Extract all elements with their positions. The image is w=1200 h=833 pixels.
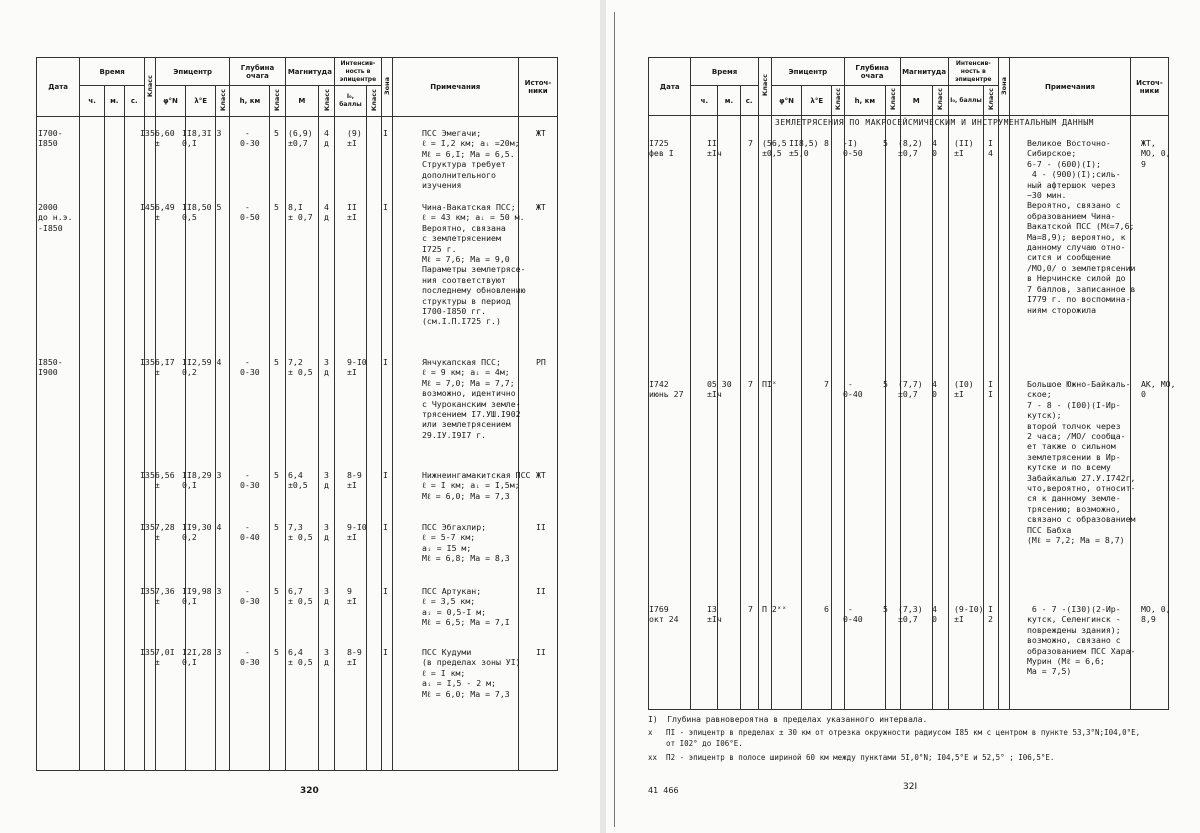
- row-class: I3: [140, 647, 150, 657]
- row-lat: 57,0I ±: [150, 647, 175, 668]
- row-mag-class: 3 д: [324, 522, 329, 543]
- row-class: 7: [748, 138, 753, 148]
- row-int-class: I: [383, 647, 388, 657]
- row-lat: 57,36 ±: [150, 586, 175, 607]
- row-int-class: I: [383, 202, 388, 212]
- row-lon: II8,5) ±5,0: [789, 138, 819, 159]
- row-lat: (56,5 ±0,5: [762, 138, 787, 159]
- header-lon: λ°E: [802, 86, 832, 116]
- row-depth-class: 5: [274, 470, 279, 480]
- row-class: I3: [140, 128, 150, 138]
- row-date: I742 июнь 27: [649, 379, 684, 400]
- row-source: II: [536, 522, 546, 532]
- row-lat: 56,49 ±: [150, 202, 175, 223]
- row-depth-class: 5: [883, 379, 888, 389]
- header-depth: Глубина очага: [230, 58, 285, 86]
- row-depth: - 0-30: [240, 128, 260, 149]
- header-mag-class: Класс: [933, 86, 949, 116]
- row-notes: Великое Восточно- Сибирское; 6-7 - (600)(I); 4 - (900)(I);силь- ный афтершок через ~30 мин. Вероятно, связано с образованием Чина- Вакатской ПСС (Mℓ=7,6; Ma=8,9); вероятно, к данному случаю отно- сится и сообщение /МО,0/ о землетрясении в Нерчинске силой до 7 баллов, записанное в I779 г. по воспомина- ниям сторожила: [1027, 138, 1136, 315]
- row-date: I725 фев I: [649, 138, 674, 159]
- row-class: 7: [748, 604, 753, 614]
- row-lon: I2I,28 3 0,I: [182, 647, 222, 668]
- page-number-right: 32I: [903, 782, 918, 792]
- header-minutes: м.: [105, 86, 124, 117]
- row-epi-class: 8: [824, 138, 829, 148]
- header-magnitude: Магнитуда: [285, 58, 335, 86]
- header-depth-class: Класс: [270, 86, 285, 117]
- header-mag-m: M: [900, 86, 932, 116]
- header-depth-h: h, км: [230, 86, 270, 117]
- header-depth-h: h, км: [844, 86, 885, 116]
- header-intensity: Интенсив-ность в эпицентре: [335, 58, 381, 86]
- row-notes: ПСС Эбгахлир; ℓ = 5-7 км; aᵢ = I5 м; Mℓ = 6,8; Ma = 8,3: [422, 522, 510, 564]
- header-epicenter: Эпицентр: [155, 58, 230, 86]
- row-intensity: (9) ±I: [347, 128, 362, 149]
- header-epi-class: Класс: [832, 86, 844, 116]
- row-lon: II9,98 3 0,I: [182, 586, 222, 607]
- row-magnitude: 7,3 ± 0,5: [288, 522, 313, 543]
- row-magnitude: 6,4 ±0,5: [288, 470, 308, 491]
- row-lat: 56,56 ±: [150, 470, 175, 491]
- row-depth-class: 5: [274, 202, 279, 212]
- header-zone: Зона: [381, 58, 392, 117]
- row-magnitude: 6,4 ± 0,5: [288, 647, 313, 668]
- row-class: I3: [140, 586, 150, 596]
- row-date: I769 окт 24: [649, 604, 679, 625]
- page-number-left: 320: [300, 786, 319, 796]
- row-depth: - 0-50: [240, 202, 260, 223]
- row-depth-class: 5: [274, 128, 279, 138]
- header-sources: Источ-ники: [1130, 58, 1168, 116]
- header-int-class: Класс: [984, 86, 999, 116]
- row-class: I3: [140, 470, 150, 480]
- header-time: Время: [80, 58, 145, 86]
- header-sources: Источ-ники: [518, 58, 557, 117]
- row-notes: ПСС Артукан; ℓ = 3,5 км; aᵢ = 0,5-I м; Mℓ = 6,5; Ma = 7,I: [422, 586, 510, 628]
- row-intensity: 8-9 ±I: [347, 647, 362, 668]
- row-magnitude: (6,9) ±0,7: [288, 128, 313, 149]
- row-intensity: 9-I0 ±I: [347, 357, 367, 378]
- row-depth-class: 5: [274, 522, 279, 532]
- row-intensity: (I0) ±I: [954, 379, 974, 400]
- row-mag-class: 4 0: [932, 138, 937, 159]
- header-epicenter: Эпицентр: [771, 58, 844, 86]
- row-class: I4: [140, 202, 150, 212]
- page-fold-line: [614, 12, 615, 827]
- row-class: I3: [140, 522, 150, 532]
- row-int-class: I: [383, 357, 388, 367]
- row-lon: II2,59 4 0,2: [182, 357, 222, 378]
- header-notes: Примечания: [1010, 58, 1131, 116]
- row-lat: 57,28 ±: [150, 522, 175, 543]
- row-source: II: [536, 586, 546, 596]
- section-banner: ЗЕМЛЕТРЯСЕНИЯ ПО МАКРОСЕЙСМИЧЕСКИМ И ИНСТРУМЕНТАЛЬНЫМ ДАННЫМ: [775, 118, 1094, 127]
- row-mag-class: 3 д: [324, 586, 329, 607]
- row-intensity: (II) ±I: [954, 138, 974, 159]
- row-int-class: I 2: [988, 604, 993, 625]
- row-time: 05 30 ±Iч: [707, 379, 732, 400]
- row-depth: - 0-40: [843, 379, 863, 400]
- row-epi-class: 6: [824, 604, 829, 614]
- header-class: Класс: [145, 58, 156, 117]
- header-lat: φ°N: [771, 86, 801, 116]
- header-depth-class: Класс: [886, 86, 901, 116]
- footnote-2: x ПI - эпицентр в пределах ± 30 км от отрезка окружности радиусом I85 км с центром в пункте 53,3°N;I04,0°E,: [648, 728, 1141, 737]
- header-seconds: с.: [740, 86, 758, 116]
- row-int-class: I: [383, 128, 388, 138]
- row-time: II ±Iч: [707, 138, 722, 159]
- header-seconds: с.: [124, 86, 145, 117]
- header-epi-class: Класс: [216, 86, 230, 117]
- row-class: 7: [748, 379, 753, 389]
- row-int-class: I: [383, 522, 388, 532]
- footnote-1: I) Глубина равновероятна в пределах указанного интервала.: [648, 715, 928, 724]
- row-intensity: 9-I0 ±I: [347, 522, 367, 543]
- row-lat: 56,60 ±: [150, 128, 175, 149]
- row-magnitude: 8,I ± 0,7: [288, 202, 313, 223]
- row-lat: П 2ˣˣ: [762, 604, 787, 614]
- row-lon: II8,29 3 0,I: [182, 470, 222, 491]
- row-int-class: I I: [988, 379, 993, 400]
- row-mag-class: 4 д: [324, 128, 329, 149]
- row-mag-class: 3 д: [324, 647, 329, 668]
- row-class: I3: [140, 357, 150, 367]
- row-intensity: 9 ±I: [347, 586, 357, 607]
- row-intensity: (9-I0) ±I: [954, 604, 984, 625]
- header-lon: λ°E: [186, 86, 216, 117]
- row-depth-class: 5: [274, 357, 279, 367]
- row-source: МО, 0, 8,9: [1141, 604, 1171, 625]
- row-lat: ПIˣ: [762, 379, 777, 389]
- header-magnitude: Магнитуда: [900, 58, 948, 86]
- row-depth-class: 5: [883, 604, 888, 614]
- row-mag-class: 3 д: [324, 357, 329, 378]
- header-mag-class: Класс: [319, 86, 335, 117]
- row-depth-class: 5: [883, 138, 888, 148]
- header-date: Дата: [649, 58, 691, 116]
- row-depth: - 0-30: [240, 586, 260, 607]
- row-date: I700- I850: [38, 128, 63, 149]
- row-source: II: [536, 647, 546, 657]
- row-lon: II8,3I 3 0,I: [182, 128, 222, 149]
- row-notes: Нижнеингамакитская ПСС ℓ = I км; aᵢ = I,5м; Mℓ = 6,0; Ma = 7,3: [422, 470, 531, 501]
- row-notes: Янчукапская ПСС; ℓ = 9 км; aᵢ = 4м; Mℓ = 7,0; Ma = 7,7; возможно, идентично с Чуроканским земле- трясением I7.УШ.I902 или землетрясением 29.IУ.I9I7 г.: [422, 357, 521, 440]
- row-depth: - 0-30: [240, 470, 260, 491]
- footnote-3: от I02° до I06°E.: [648, 739, 743, 748]
- header-lat: φ°N: [155, 86, 185, 117]
- row-intensity: II ±I: [347, 202, 357, 223]
- header-date: Дата: [37, 58, 80, 117]
- row-lon: II9,30 4 0,2: [182, 522, 222, 543]
- row-source: ЖТ: [536, 202, 546, 212]
- row-epi-class: 7: [824, 379, 829, 389]
- row-magnitude: 7,2 ± 0,5: [288, 357, 313, 378]
- header-mag-m: M: [285, 86, 319, 117]
- row-date: I850- I900: [38, 357, 63, 378]
- row-lon: II8,50 5 0,5: [182, 202, 222, 223]
- row-lat: 56,I7 ±: [150, 357, 175, 378]
- row-date: 2000 до н.э. -I850: [38, 202, 73, 233]
- printer-signature: 41 466: [648, 786, 679, 795]
- row-depth-class: 5: [274, 586, 279, 596]
- row-source: АК, МО, 0: [1141, 379, 1176, 400]
- header-hours: ч.: [691, 86, 718, 116]
- header-intensity: Интенсив-ность в эпицентре: [948, 58, 998, 86]
- row-mag-class: 4 0: [932, 379, 937, 400]
- header-hours: ч.: [80, 86, 105, 117]
- header-minutes: м.: [718, 86, 740, 116]
- row-notes: Чина-Вакатская ПСС; ℓ = 43 км; aᵢ = 50 м. Вероятно, связана с землетрясением I725 г. Mℓ = 7,6; Ma = 9,0 Параметры землетрясе- ния соответствуют последнему обновлению структуры в период I700-I850 гг. (см.I.П.I725 г.): [422, 202, 526, 327]
- row-int-class: I: [383, 586, 388, 596]
- row-int-class: I 4: [988, 138, 993, 159]
- header-depth: Глубина очага: [844, 58, 900, 86]
- row-notes: Большое Южно-Байкаль- ское; 7 - 8 - (I00)(I-Ир- кутск); второй толчок через 2 часа; /МО/ сообща- ет также о сильном землетрясении в Ир- кутске и по всему Забайкалью 27.У.I742г, что,вероятно, относит- ся к данному земле- трясению; возможно, связано с образованием ПСС Бабха (Mℓ = 7,2; Ma = 8,7): [1027, 379, 1136, 546]
- row-magnitude: (7,3) ±0,7: [898, 604, 923, 625]
- row-source: ЖТ: [536, 470, 546, 480]
- row-source: ЖТ: [536, 128, 546, 138]
- row-depth: -I) 0-50: [843, 138, 863, 159]
- row-magnitude: (8,2) ±0,7: [898, 138, 923, 159]
- row-magnitude: (7,7) ±0,7: [898, 379, 923, 400]
- header-class: Класс: [758, 58, 771, 116]
- row-intensity: 8-9 ±I: [347, 470, 362, 491]
- row-depth-class: 5: [274, 647, 279, 657]
- row-depth: - 0-30: [240, 357, 260, 378]
- row-time: I3 ±Iч: [707, 604, 722, 625]
- row-depth: - 0-30: [240, 647, 260, 668]
- header-intensity-i: I₀, баллы: [335, 86, 366, 117]
- row-mag-class: 4 д: [324, 202, 329, 223]
- row-source: ЖТ, МО, 0, 9: [1141, 138, 1171, 169]
- header-notes: Примечания: [392, 58, 518, 117]
- row-magnitude: 6,7 ± 0,5: [288, 586, 313, 607]
- header-zone: Зона: [998, 58, 1009, 116]
- row-mag-class: 4 0: [932, 604, 937, 625]
- footnote-4: xx П2 - эпицентр в полосе шириной 60 км между пунктами 5I,0°N; I04,5°E и 52,5° ; I06,5°E.: [648, 753, 1055, 762]
- row-depth: - 0-40: [240, 522, 260, 543]
- row-notes: ПСС Кудуми (в пределах зоны УI) ℓ = I км; aᵢ = I,5 - 2 м; Mℓ = 6,0; Ma = 7,3: [422, 647, 521, 699]
- row-notes: 6 - 7 -(I30)(2-Ир- кутск, Селенгинск - повреждены здания); возможно, связано с образованием ПСС Хара- Мурин (Mℓ = 6,6; Ma = 7,5): [1027, 604, 1136, 677]
- row-notes: ПСС Эмегачи; ℓ = I,2 км; aᵢ =20м; Mℓ = 6,I; Ma = 6,5. Структура требует дополнительного изучения: [422, 128, 520, 191]
- header-time: Время: [691, 58, 758, 86]
- row-mag-class: 3 д: [324, 470, 329, 491]
- row-int-class: I: [383, 470, 388, 480]
- header-intensity-i: I₀, баллы: [948, 86, 984, 116]
- header-int-class: Класс: [366, 86, 381, 117]
- row-source: РП: [536, 357, 546, 367]
- row-depth: - 0-40: [843, 604, 863, 625]
